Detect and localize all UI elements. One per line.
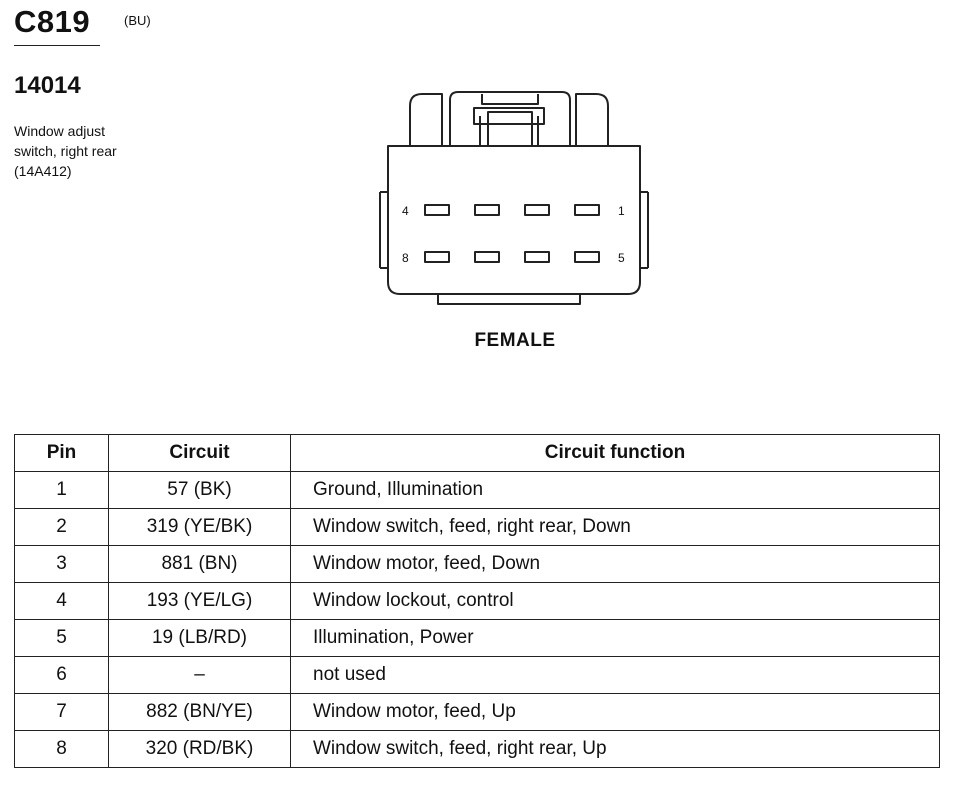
pin-label-top-left: 4 xyxy=(402,204,409,218)
table-row xyxy=(15,509,940,546)
pin-cavity-5 xyxy=(575,252,599,262)
pin-label-bottom-right: 5 xyxy=(618,251,625,265)
pin-cell: 6 xyxy=(15,657,109,694)
pin-cavity-3 xyxy=(475,205,499,215)
circuit-cell: – xyxy=(109,657,291,694)
table-row xyxy=(15,694,940,731)
pin-cavity-2 xyxy=(525,205,549,215)
pin-label-top-right: 1 xyxy=(618,204,625,218)
table-row xyxy=(15,546,940,583)
pin-cell: 2 xyxy=(15,509,109,546)
pin-cavity-4 xyxy=(425,205,449,215)
circuit-cell: 319 (YE/BK) xyxy=(109,509,291,546)
pinout-table xyxy=(14,434,940,768)
connector-id-underline xyxy=(14,45,100,46)
table-row xyxy=(15,472,940,509)
circuit-cell: 882 (BN/YE) xyxy=(109,694,291,731)
description-line: (14A412) xyxy=(14,163,72,179)
function-cell: Ground, Illumination xyxy=(291,472,940,509)
pin-cell: 7 xyxy=(15,694,109,731)
pin-cavity-6 xyxy=(525,252,549,262)
circuit-cell: 193 (YE/LG) xyxy=(109,583,291,620)
description-line: Window adjust xyxy=(14,123,106,139)
column-header-pin: Pin xyxy=(15,435,109,472)
component-description xyxy=(14,121,117,181)
pin-cavity-1 xyxy=(575,205,599,215)
connector-id: C819 xyxy=(14,4,91,39)
table-header-row xyxy=(15,435,940,472)
circuit-cell: 320 (RD/BK) xyxy=(109,731,291,768)
connector-center-lock xyxy=(450,92,570,146)
pin-cell: 8 xyxy=(15,731,109,768)
pin-cell: 4 xyxy=(15,583,109,620)
circuit-cell: 19 (LB/RD) xyxy=(109,620,291,657)
part-number: 14014 xyxy=(14,72,81,99)
table-row xyxy=(15,731,940,768)
pin-label-bottom-left: 8 xyxy=(402,251,409,265)
column-header-circuit: Circuit xyxy=(109,435,291,472)
function-cell: Window switch, feed, right rear, Down xyxy=(291,509,940,546)
pin-cavity-8 xyxy=(425,252,449,262)
pin-cell: 5 xyxy=(15,620,109,657)
description-line: switch, right rear xyxy=(14,143,117,159)
table-row xyxy=(15,620,940,657)
circuit-cell: 881 (BN) xyxy=(109,546,291,583)
function-cell: Window lockout, control xyxy=(291,583,940,620)
connector-housing xyxy=(388,146,640,294)
pin-cell: 3 xyxy=(15,546,109,583)
connector-bottom-tab xyxy=(438,294,580,304)
connector-face-diagram xyxy=(370,84,660,314)
connector-color-code: (BU) xyxy=(124,13,151,28)
connector-gender-label: FEMALE xyxy=(474,330,556,351)
table-row xyxy=(15,583,940,620)
circuit-cell: 57 (BK) xyxy=(109,472,291,509)
connector-left-latch xyxy=(410,94,442,146)
column-header-circuit-function: Circuit function xyxy=(291,435,940,472)
function-cell: not used xyxy=(291,657,940,694)
pin-cell: 1 xyxy=(15,472,109,509)
pin-cavity-7 xyxy=(475,252,499,262)
table-row xyxy=(15,657,940,694)
function-cell: Window motor, feed, Down xyxy=(291,546,940,583)
function-cell: Window motor, feed, Up xyxy=(291,694,940,731)
function-cell: Illumination, Power xyxy=(291,620,940,657)
connector-right-latch xyxy=(576,94,608,146)
function-cell: Window switch, feed, right rear, Up xyxy=(291,731,940,768)
